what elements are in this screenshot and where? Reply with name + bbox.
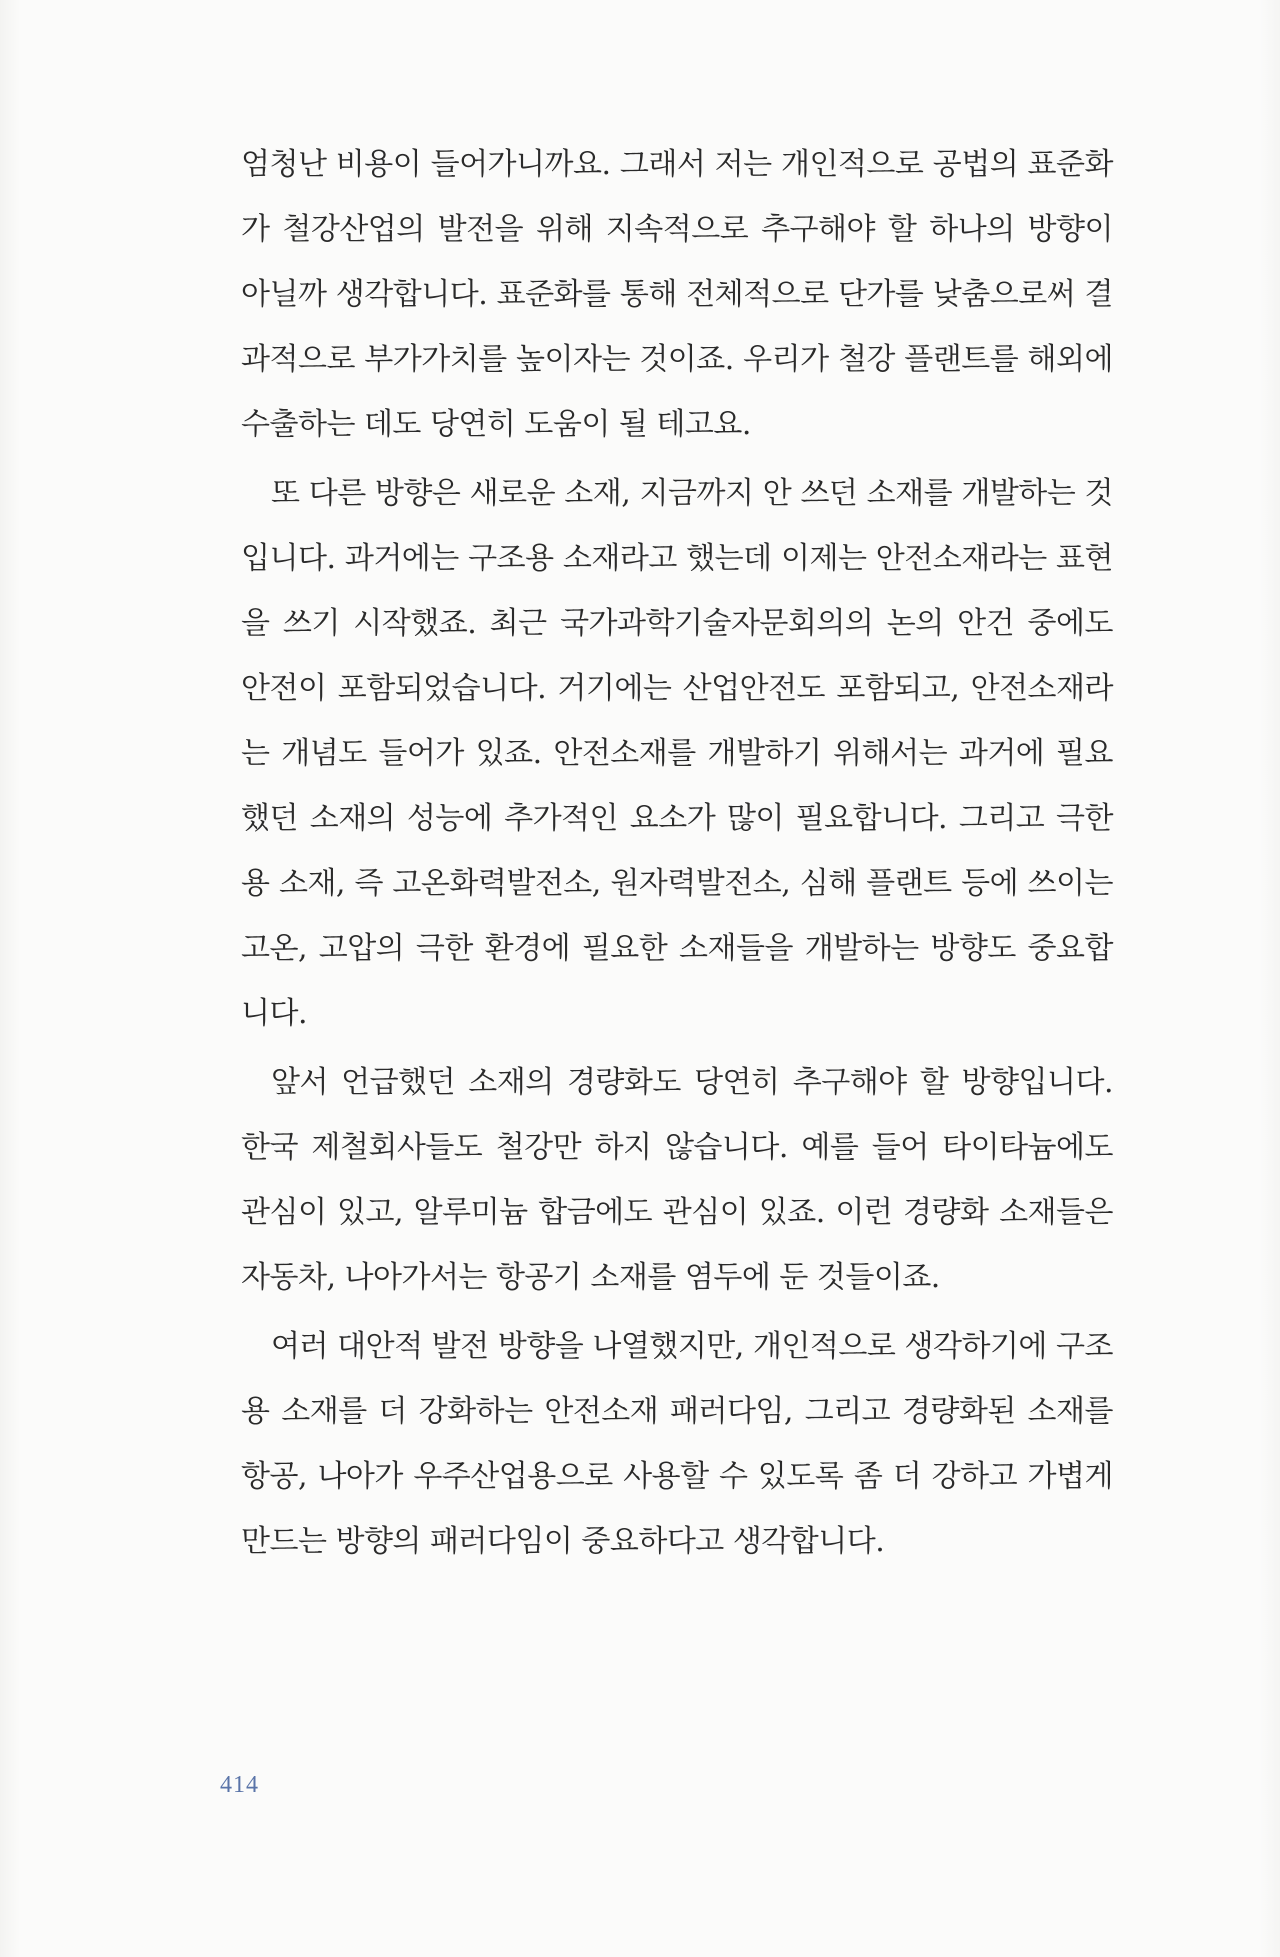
paragraph-3-text: 앞서 언급했던 소재의 경량화도 당연히 추구해야 할 방향입니다. 한국 제철회사들도 철강만 하지 않습니다. 예를 들어 타이타늄에도 관심이 있고, 알루미늄 합금에도 관심이 있죠. 이런 경량화 소재들은 자동차, 나아가서는 항공기 소재를 염두에 둔 것들이죠. [241, 1065, 1113, 1295]
paragraph-4 [241, 1314, 1113, 1574]
paragraph-2 [241, 461, 1113, 1046]
page-number: 414 [220, 1772, 259, 1798]
body-text [241, 132, 1113, 1574]
paragraph-2-text: 또 다른 방향은 새로운 소재, 지금까지 안 쓰던 소재를 개발하는 것입니다. 과거에는 구조용 소재라고 했는데 이제는 안전소재라는 표현을 쓰기 시작했죠. 최근 국가과학기술자문회의의 논의 안건 중에도 안전이 포함되었습니다. 거기에는 산업안전도 포함되고, 안전소재라는 개념도 들어가 있죠. 안전소재를 개발하기 위해서는 과거에 필요했던 소재의 성능에 추가적인 요소가 많이 필요합니다. 그리고 극한용 소재, 즉 고온화력발전소, 원자력발전소, 심해 플랜트 등에 쓰이는 고온, 고압의 극한 환경에 필요한 소재들을 개발하는 방향도 중요합니다. [241, 476, 1113, 1031]
paragraph-1: 엄청난 비용이 들어가니까요. 그래서 저는 개인적으로 공법의 표준화가 철강산업의 발전을 위해 지속적으로 추구해야 할 하나의 방향이 아닐까 생각합니다. 표준화를 통해 전체적으로 단가를 낮춤으로써 결과적으로 부가가치를 높이자는 것이죠. 우리가 철강 플랜트를 해외에 수출하는 데도 당연히 도움이 될 테고요. [241, 147, 1113, 442]
paragraph-4-text: 여러 대안적 발전 방향을 나열했지만, 개인적으로 생각하기에 구조용 소재를 더 강화하는 안전소재 패러다임, 그리고 경량화된 소재를 항공, 나아가 우주산업용으로 사용할 수 있도록 좀 더 강하고 가볍게 만드는 방향의 패러다임이 중요하다고 생각합니다. [241, 1329, 1113, 1559]
paragraph-3 [241, 1050, 1113, 1310]
